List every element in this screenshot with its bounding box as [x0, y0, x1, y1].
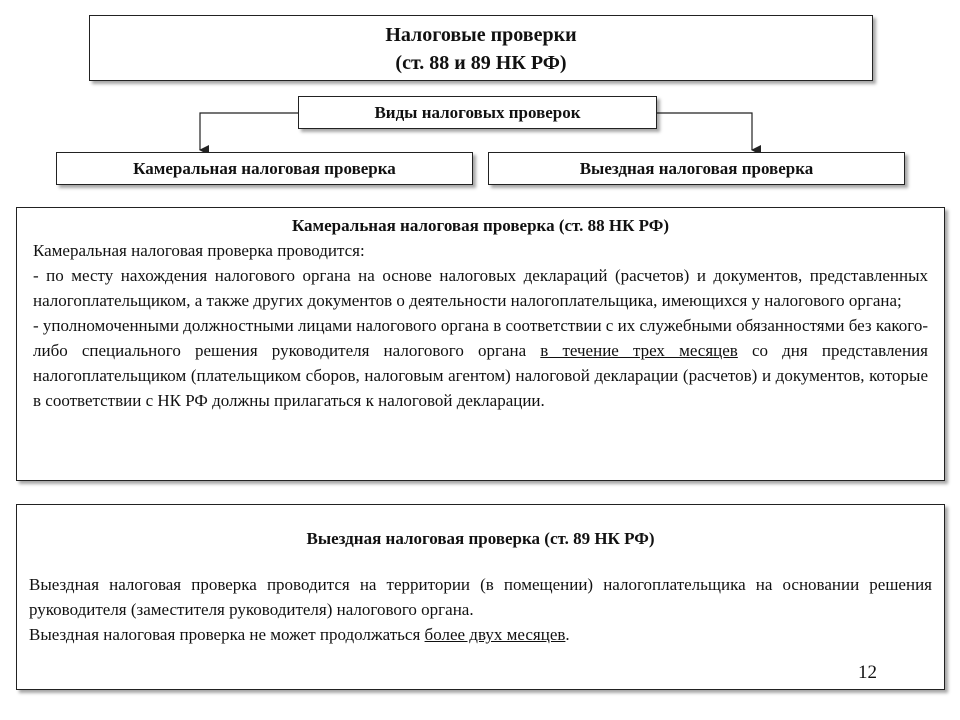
vyezd-block: [16, 504, 945, 690]
kameral-type-label: Камеральная налоговая проверка: [133, 159, 396, 178]
title-line-1: Налоговые проверки: [385, 24, 577, 46]
kameral-type-box: [56, 152, 473, 185]
kameral-item-1: - по месту нахождения налогового органа на основе налоговых деклараций (расчетов) и документов, представленных налогоплательщиком, а также других документов о деятельности налогоплательщика, имеющихся у налогового органа;: [33, 266, 928, 310]
kameral-block: [16, 207, 945, 481]
vyezd-type-label: Выездная налоговая проверка: [579, 159, 814, 178]
kameral-deadline: в течение трех месяцев: [540, 341, 738, 360]
vyezd-para-2-text: Выездная налоговая проверка не может продолжаться: [29, 625, 425, 644]
vyezd-heading: Выездная налоговая проверка (ст. 89 НК РФ): [306, 529, 655, 548]
kameral-item-2: [33, 313, 928, 413]
vyezd-deadline: более двух месяцев: [424, 625, 566, 644]
kameral-heading: Камеральная налоговая проверка (ст. 88 НК РФ): [291, 216, 670, 235]
vyezd-para-2: [29, 622, 932, 647]
kinds-box: [298, 96, 657, 129]
kameral-intro: Камеральная налоговая проверка проводится:: [33, 241, 365, 260]
arrow-left: [200, 113, 298, 150]
vyezd-para-2-rest: .: [565, 625, 570, 644]
arrow-right: [657, 113, 752, 150]
title-line-2: (ст. 88 и 89 НК РФ): [395, 52, 567, 74]
kinds-label: Виды налоговых проверок: [374, 103, 581, 122]
page-number: 12: [858, 662, 877, 683]
vyezd-para-1: Выездная налоговая проверка проводится на территории (в помещении) налогоплательщика на основании решения руководителя (заместителя руководителя) налогового органа.: [29, 575, 932, 619]
kameral-item-2-rest: со дня представления налогоплательщиком (плательщиком сборов, налоговым агентом) налоговой декларации (расчетов) и документов, которые в соответствии с НК РФ должны прилагаться к налоговой декларации.: [33, 341, 928, 410]
kameral-item-2-text: - уполномоченными должностными лицами налогового органа в соответствии с их служебными обязанностями без какого-либо специального решения руководителя налогового органа: [33, 316, 928, 360]
vyezd-type-box: [488, 152, 905, 185]
